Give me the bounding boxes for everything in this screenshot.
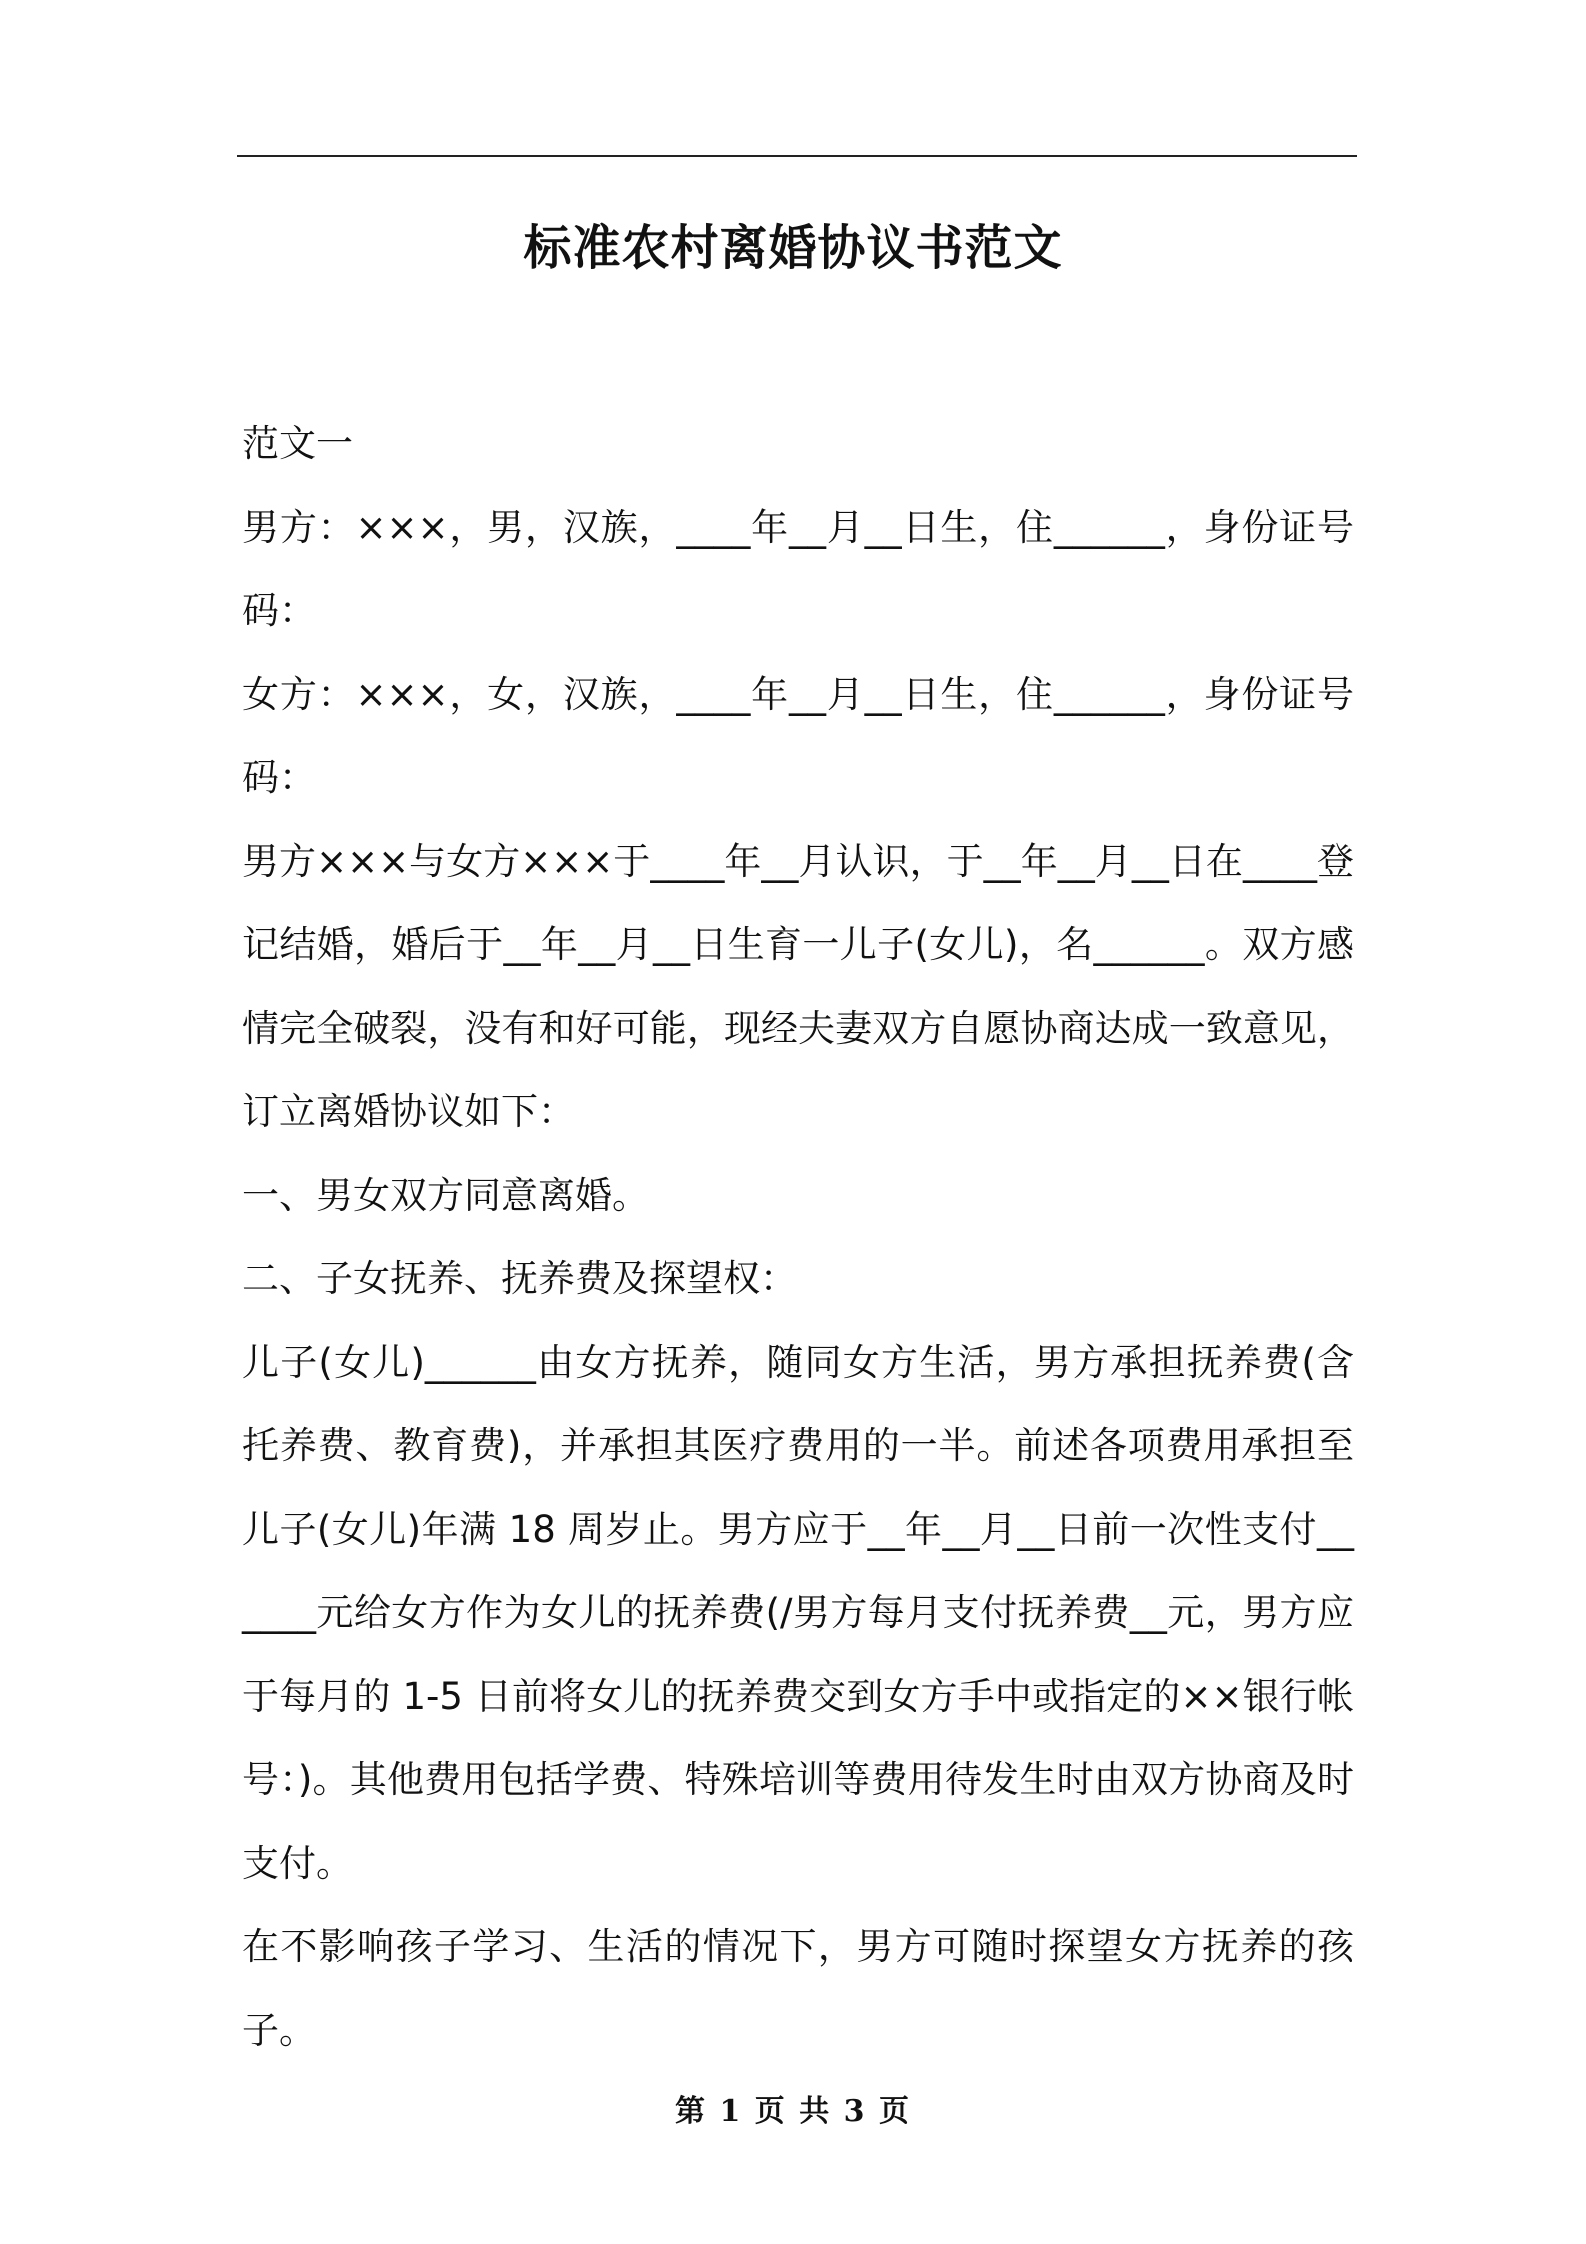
paragraph-visitation: 在不影响孩子学习、生活的情况下，男方可随时探望女方抚养的孩子。 <box>242 1925 1354 2052</box>
paragraph-female-party: 女方：×××，女，汉族，____年__月__日生，住______，身份证号码： <box>242 672 1354 799</box>
section-heading: 范文一 <box>242 422 353 465</box>
paragraph-clause-2: 二、子女抚养、抚养费及探望权： <box>242 1257 797 1300</box>
paragraph-background: 男方×××与女方×××于____年__月认识，于__年__月__日在____登记结婚，婚后于__年__月__日生育一儿子(女儿)，名______。双方感情完全破裂，没有和好可能，现经夫妻双方自愿协商达成一致意见，订立离婚协议如下： <box>242 839 1354 1133</box>
page-number: 第 1 页 共 3 页 <box>675 2094 911 2129</box>
document-title: 标准农村离婚协议书范文 <box>523 220 1063 276</box>
paragraph-child-support: 儿子(女儿)______由女方抚养，随同女方生活，男方承担抚养费(含托养费、教育费)，并承担其医疗费用的一半。前述各项费用承担至儿子(女儿)年满 18 周岁止。男方应于__年__月__日前一次性支付______元给女方作为女儿的抚养费(/男方每月支付抚养费__元，男方应于每月的 1-5 日前将女儿的抚养费交到女方手中或指定的××银行帐号：)。其他费用包括学费、特殊培训等费用待发生时由双方协商及时支付。 <box>242 1340 1354 1885</box>
paragraph-clause-1: 一、男女双方同意离婚。 <box>242 1173 649 1217</box>
paragraph-male-party: 男方：×××，男，汉族，____年__月__日生，住______，身份证号码： <box>242 505 1354 632</box>
header-divider <box>237 155 1357 157</box>
document-body <box>242 402 1354 2072</box>
